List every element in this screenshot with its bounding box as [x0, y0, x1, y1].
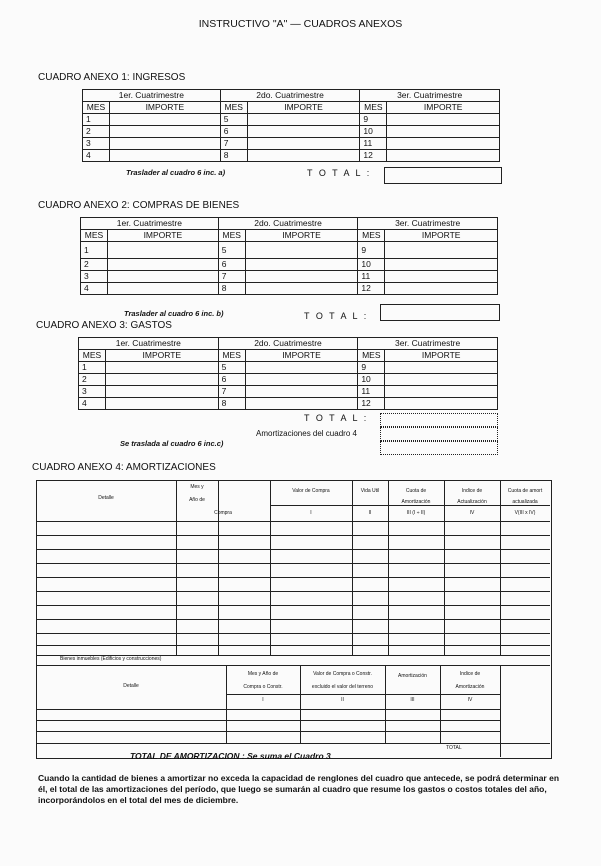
importe-cell[interactable] [385, 374, 498, 386]
anexo3-table [78, 337, 498, 410]
col-mes: MES [360, 102, 387, 114]
table-row [83, 114, 500, 126]
mes-cell: 3 [83, 138, 110, 150]
col-mes: MES [83, 102, 110, 114]
mes-cell: 1 [81, 242, 108, 259]
importe-cell[interactable] [387, 126, 500, 138]
anexo3-amort-label: Amortizaciones del cuadro 4 [256, 429, 357, 438]
col-importe: IMPORTE [385, 350, 498, 362]
col-importe: IMPORTE [385, 230, 498, 242]
inmuebles-heading: Bienes inmuebles (Edificios y construcciones) [60, 656, 162, 662]
col-mes: MES [220, 102, 247, 114]
inm-col-amort-n: III [410, 697, 415, 703]
mes-cell: 11 [360, 138, 387, 150]
footer-note: Cuando la cantidad de bienes a amortizar no exceda la capacidad de renglones del cuadro que antecede, se podrá determinar en él, el total de las amortizaciones del período, que luego se sumarán al cuadro que resume los gastos o costos totales del año, incorporándolos en el total del mes de diciembre. [38, 773, 560, 805]
anexo3-heading: CUADRO ANEXO 3: GASTOS [36, 320, 172, 331]
cuatrimestre-3: 3er. Cuatrimestre [360, 90, 500, 102]
inm-col-mes-2: Compra o Constr. [243, 684, 283, 690]
importe-cell[interactable] [110, 138, 221, 150]
col-importe: IMPORTE [106, 350, 219, 362]
amort-box[interactable] [380, 427, 498, 441]
col-importe: IMPORTE [245, 350, 358, 362]
inm-col-indice-n: IV [467, 697, 473, 703]
importe-cell[interactable] [110, 150, 221, 162]
table-row [83, 126, 500, 138]
importe-cell[interactable] [387, 150, 500, 162]
mes-cell: 1 [83, 114, 110, 126]
table-row [79, 386, 498, 398]
mes-cell: 7 [218, 271, 245, 283]
cuatrimestre-3: 3er. Cuatrimestre [358, 338, 498, 350]
total-box[interactable] [380, 304, 500, 321]
col-importe: IMPORTE [247, 102, 360, 114]
col-mes: MES [218, 230, 245, 242]
col-mes: MES [358, 350, 385, 362]
importe-cell[interactable] [247, 150, 360, 162]
table-row [83, 138, 500, 150]
importe-cell[interactable] [245, 242, 358, 259]
inm-col-indice-2: Amortización [455, 684, 485, 690]
col-importe: IMPORTE [387, 102, 500, 114]
col-vida-n: II [368, 510, 372, 516]
col-mes-anio-2: Año de [189, 497, 205, 503]
importe-cell[interactable] [385, 271, 498, 283]
inm-col-valor-1: Valor de Compra o Constr. [313, 671, 372, 677]
table-row [81, 259, 498, 271]
anexo2-heading: CUADRO ANEXO 2: COMPRAS DE BIENES [38, 200, 240, 211]
anexo1-total-label: T O T A L : [307, 168, 372, 178]
col-mes: MES [81, 230, 108, 242]
anexo3-note: Se traslada al cuadro 6 inc.c) [120, 439, 224, 448]
mes-cell: 5 [220, 114, 247, 126]
importe-cell[interactable] [108, 259, 219, 271]
inm-col-mes-n: I [262, 697, 264, 703]
importe-cell[interactable] [245, 374, 358, 386]
mes-cell: 11 [358, 386, 385, 398]
mes-cell: 8 [218, 398, 245, 410]
table-row [81, 271, 498, 283]
importe-cell[interactable] [106, 362, 219, 374]
cuatrimestre-2: 2do. Cuatrimestre [220, 90, 360, 102]
importe-cell[interactable] [385, 283, 498, 295]
table-row [79, 374, 498, 386]
inm-col-valor-2: excluido el valor del terreno [311, 684, 374, 690]
total-amortizacion-label: TOTAL DE AMORTIZACION : Se suma el Cuadro 3 [130, 751, 331, 761]
col-importe: IMPORTE [108, 230, 219, 242]
mes-cell: 6 [218, 374, 245, 386]
cuatrimestre-2: 2do. Cuatrimestre [218, 338, 358, 350]
importe-cell[interactable] [245, 362, 358, 374]
anexo2-table [80, 217, 498, 295]
importe-cell[interactable] [245, 386, 358, 398]
col-cuota-n: III (I ÷ II) [406, 510, 426, 516]
mes-cell: 9 [360, 114, 387, 126]
col-valor: Valor de Compra [292, 488, 330, 494]
anexo1-note: Traslader al cuadro 6 inc. a) [126, 168, 226, 177]
col-cuota-2: Amortización [401, 499, 431, 505]
mes-cell: 8 [220, 150, 247, 162]
col-cuota-1: Cuota de [405, 488, 427, 494]
importe-cell[interactable] [247, 138, 360, 150]
col-mes-anio-3: Compra [214, 510, 232, 516]
importe-cell[interactable] [245, 398, 358, 410]
mes-cell: 12 [358, 283, 385, 295]
col-cuota-act-2: actualizada [512, 499, 538, 505]
mes-cell: 5 [218, 242, 245, 259]
table-row [79, 362, 498, 374]
anexo2-note: Traslader al cuadro 6 inc. b) [124, 309, 224, 318]
mes-cell: 3 [81, 271, 108, 283]
importe-cell[interactable] [245, 283, 358, 295]
anexo1-heading: CUADRO ANEXO 1: INGRESOS [38, 72, 186, 83]
importe-cell[interactable] [385, 259, 498, 271]
mes-cell: 2 [83, 126, 110, 138]
col-detalle: Detalle [98, 495, 114, 501]
importe-cell[interactable] [387, 138, 500, 150]
col-cuota-act-1: Cuota de amort [507, 488, 543, 494]
cuatrimestre-1: 1er. Cuatrimestre [79, 338, 219, 350]
mes-cell: 7 [220, 138, 247, 150]
mes-cell: 12 [360, 150, 387, 162]
cuatrimestre-1: 1er. Cuatrimestre [83, 90, 221, 102]
importe-cell[interactable] [106, 386, 219, 398]
table-row [79, 398, 498, 410]
inm-col-indice-1: Indice de [459, 671, 481, 677]
importe-cell[interactable] [108, 271, 219, 283]
col-mes-anio-1: Mes y [190, 484, 204, 490]
inm-col-mes-1: Mes y Año de [247, 671, 279, 677]
mes-cell: 4 [81, 283, 108, 295]
table-row [81, 242, 498, 259]
traslado-box[interactable] [380, 441, 498, 455]
anexo1-table [82, 89, 500, 162]
mes-cell: 1 [79, 362, 106, 374]
inm-col-detalle: Detalle [123, 683, 139, 689]
cuatrimestre-3: 3er. Cuatrimestre [358, 218, 498, 230]
importe-cell[interactable] [106, 398, 219, 410]
importe-cell[interactable] [110, 126, 221, 138]
mes-cell: 7 [218, 386, 245, 398]
mes-cell: 8 [218, 283, 245, 295]
importe-cell[interactable] [385, 242, 498, 259]
col-mes: MES [218, 350, 245, 362]
total-box[interactable] [380, 413, 498, 427]
cuatrimestre-2: 2do. Cuatrimestre [218, 218, 358, 230]
importe-cell[interactable] [247, 126, 360, 138]
anexo2-total-label: T O T A L : [304, 311, 369, 321]
mes-cell: 10 [360, 126, 387, 138]
mes-cell: 9 [358, 242, 385, 259]
page-title: INSTRUCTIVO "A" — CUADROS ANEXOS [198, 18, 403, 30]
table-row [83, 150, 500, 162]
importe-cell[interactable] [385, 398, 498, 410]
mes-cell: 6 [220, 126, 247, 138]
cuatrimestre-1: 1er. Cuatrimestre [81, 218, 219, 230]
importe-cell[interactable] [247, 114, 360, 126]
col-valor-n: I [310, 510, 312, 516]
mes-cell: 10 [358, 374, 385, 386]
mes-cell: 2 [79, 374, 106, 386]
col-importe: IMPORTE [245, 230, 358, 242]
importe-cell[interactable] [110, 114, 221, 126]
mes-cell: 3 [79, 386, 106, 398]
mes-cell: 4 [83, 150, 110, 162]
mes-cell: 4 [79, 398, 106, 410]
col-importe: IMPORTE [110, 102, 221, 114]
importe-cell[interactable] [108, 242, 219, 259]
mes-cell: 5 [218, 362, 245, 374]
importe-cell[interactable] [385, 386, 498, 398]
mes-cell: 9 [358, 362, 385, 374]
importe-cell[interactable] [106, 374, 219, 386]
col-indice-n: IV [469, 510, 475, 516]
col-mes: MES [358, 230, 385, 242]
total-label: TOTAL [446, 745, 462, 751]
col-vida: Vida Util [360, 488, 380, 494]
anexo3-total-label: T O T A L : [304, 413, 369, 423]
mes-cell: 11 [358, 271, 385, 283]
mes-cell: 2 [81, 259, 108, 271]
anexo4-heading: CUADRO ANEXO 4: AMORTIZACIONES [32, 462, 216, 473]
mes-cell: 6 [218, 259, 245, 271]
inm-col-amort: Amortización [398, 673, 427, 679]
importe-cell[interactable] [245, 259, 358, 271]
col-cuota-act-n: V(III x IV) [514, 510, 536, 516]
table-row [81, 283, 498, 295]
importe-cell[interactable] [245, 271, 358, 283]
importe-cell[interactable] [385, 362, 498, 374]
col-indice-1: Indice de [461, 488, 483, 494]
col-mes: MES [79, 350, 106, 362]
mes-cell: 12 [358, 398, 385, 410]
total-box[interactable] [384, 167, 502, 184]
inm-col-valor-n: II [341, 697, 344, 703]
col-indice-2: Actualización [457, 499, 487, 505]
importe-cell[interactable] [108, 283, 219, 295]
mes-cell: 10 [358, 259, 385, 271]
importe-cell[interactable] [387, 114, 500, 126]
